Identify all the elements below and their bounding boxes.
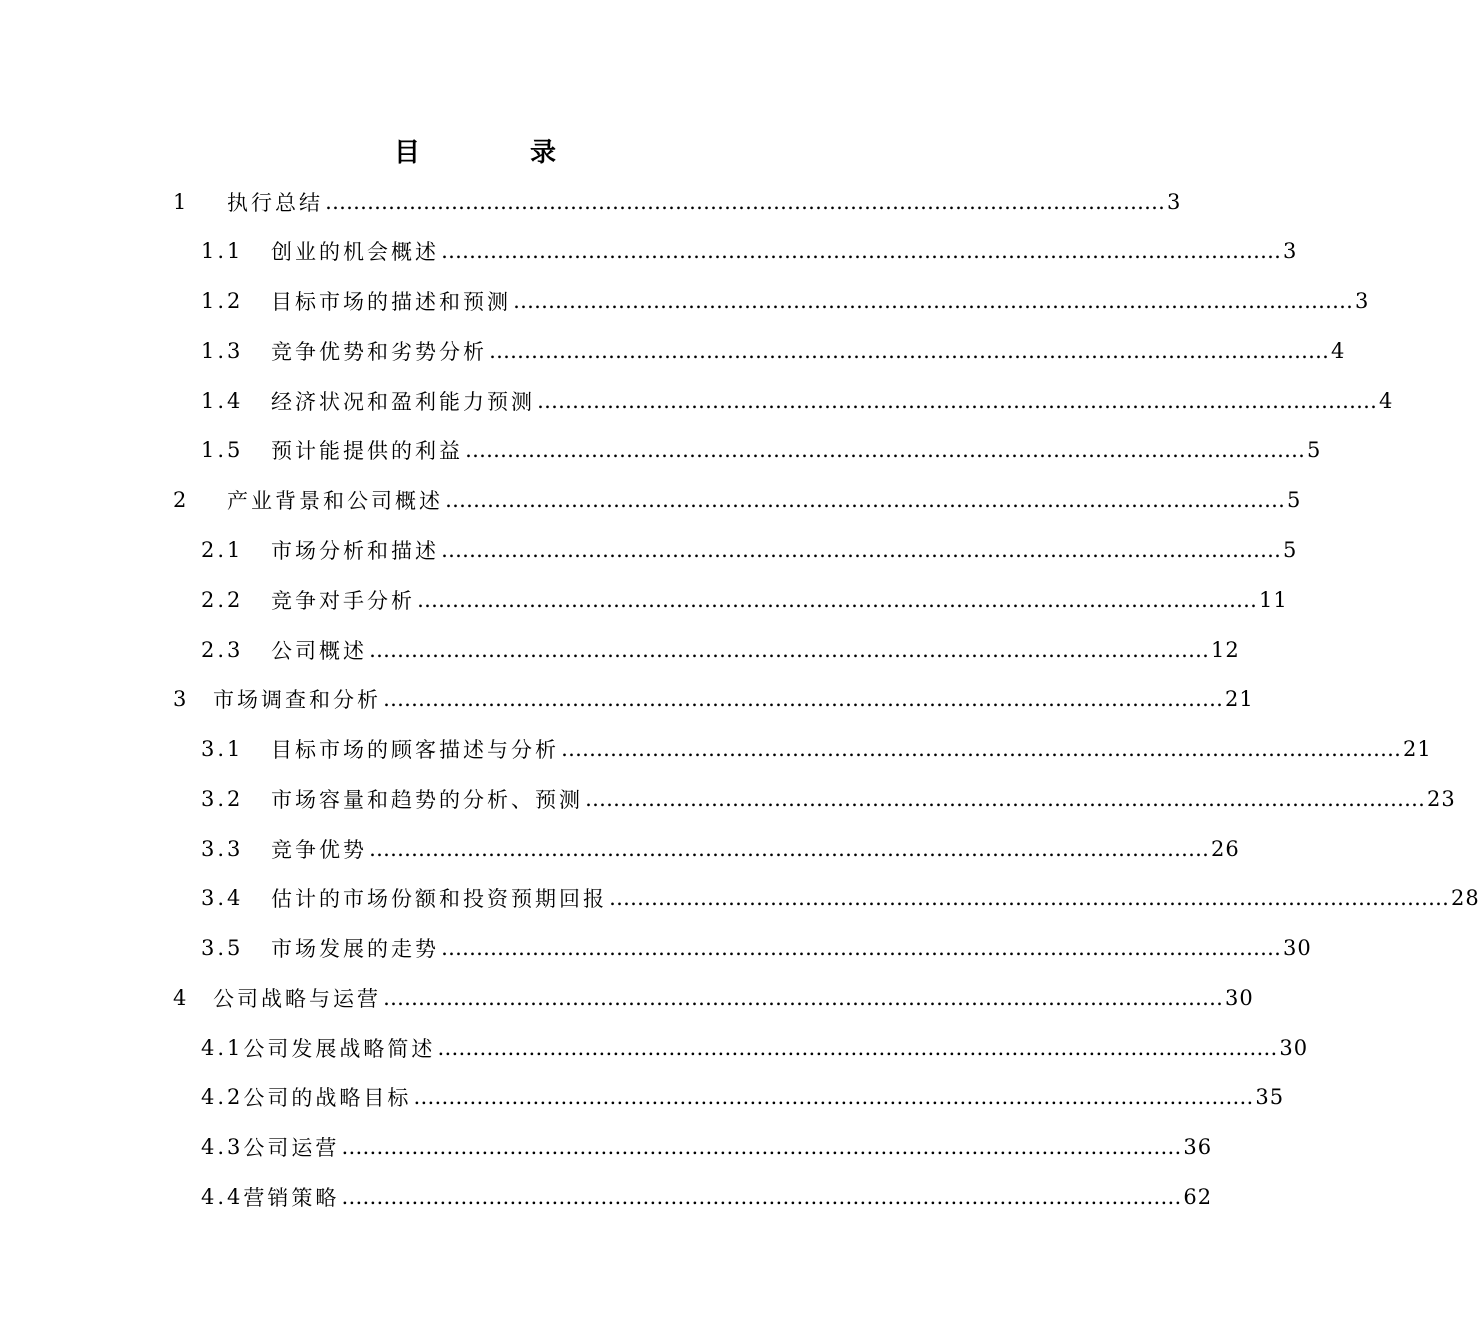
toc-entry-label: 竞争优势 [271, 838, 367, 862]
toc-entry[interactable] [201, 1032, 1309, 1064]
toc-entry[interactable] [201, 434, 1322, 466]
toc-entry-number: 1.4 [201, 389, 244, 413]
toc-entry-number: 3.4 [201, 886, 244, 910]
toc-entry[interactable] [201, 783, 1456, 815]
toc-entry-label: 公司战略与运营 [213, 987, 381, 1011]
toc-entry-page: 12 [1211, 638, 1240, 662]
toc-entry-label: 市场容量和趋势的分析、预测 [271, 788, 583, 812]
toc-entry-number: 2.2 [201, 588, 244, 612]
toc-entry-number: 4.1 [201, 1036, 244, 1060]
toc-entry[interactable] [173, 683, 1254, 715]
toc-entry-page: 4 [1379, 389, 1394, 413]
toc-entry-page: 26 [1211, 837, 1240, 861]
toc-entry[interactable] [201, 882, 1480, 914]
toc-entry-label: 经济状况和盈利能力预测 [271, 390, 535, 414]
toc-leader: ………………………………………………………………………………………………………… [417, 588, 1257, 612]
toc-entry-label: 目标市场的描述和预测 [271, 290, 511, 314]
toc-leader: ………………………………………………………………………………………………………… [441, 936, 1281, 960]
toc-entry-number: 1 [173, 190, 190, 214]
toc-entry-number: 2.1 [201, 538, 244, 562]
toc-leader: ………………………………………………………………………………………………………… [445, 488, 1285, 512]
toc-entry-number: 1.5 [201, 438, 244, 462]
toc-entry[interactable] [173, 982, 1254, 1014]
toc-entry-label: 估计的市场份额和投资预期回报 [271, 887, 607, 911]
toc-leader: ………………………………………………………………………………………………………… [437, 1036, 1278, 1060]
toc-entry[interactable] [201, 1081, 1285, 1113]
toc-leader: ………………………………………………………………………………………………………… [383, 687, 1223, 711]
toc-entry[interactable] [201, 932, 1312, 964]
toc-leader: ………………………………………………………………………………………………………… [441, 239, 1281, 263]
toc-entry-label: 创业的机会概述 [271, 240, 439, 264]
toc-entry-page: 3 [1355, 289, 1370, 313]
toc-entry-label: 公司概述 [271, 639, 367, 663]
toc-entry[interactable] [201, 534, 1298, 566]
toc-entry-page: 30 [1283, 936, 1312, 960]
toc-leader: ………………………………………………………………………………………………………… [325, 190, 1165, 214]
toc-entry[interactable] [201, 833, 1240, 865]
toc-leader: ………………………………………………………………………………………………………… [413, 1085, 1254, 1109]
toc-entry-number: 4.2 [201, 1085, 244, 1109]
toc-entry-number: 3 [173, 687, 190, 711]
toc-entry-label: 竞争优势和劣势分析 [271, 340, 487, 364]
toc-leader: ………………………………………………………………………………………………………… [537, 389, 1377, 413]
toc-entry-number: 2 [173, 488, 190, 512]
toc-entry-page: 21 [1403, 737, 1432, 761]
toc-entry-label: 市场发展的走势 [271, 937, 439, 961]
toc-entry-label: 产业背景和公司概述 [227, 489, 443, 513]
toc-entry-number: 3.2 [201, 787, 244, 811]
toc-entry-page: 23 [1427, 787, 1456, 811]
toc-entry-number: 4.4 [201, 1185, 244, 1209]
toc-leader: ………………………………………………………………………………………………………… [383, 986, 1223, 1010]
toc-leader: ………………………………………………………………………………………………………… [585, 787, 1425, 811]
toc-title-left: 目 [393, 138, 420, 168]
toc-entry-page: 4 [1331, 339, 1346, 363]
toc-entry-label: 公司的战略目标 [243, 1086, 412, 1110]
toc-entry-label: 市场分析和描述 [271, 539, 439, 563]
toc-entry-label: 公司运营 [243, 1136, 340, 1160]
toc-entry-page: 5 [1307, 438, 1322, 462]
toc-entry-label: 市场调查和分析 [213, 688, 381, 712]
toc-entry-page: 5 [1287, 488, 1302, 512]
toc-entry-page: 11 [1259, 588, 1288, 612]
toc-entry-number: 1.2 [201, 289, 244, 313]
toc-entry-page: 62 [1183, 1185, 1213, 1209]
toc-entry-label: 预计能提供的利益 [271, 439, 463, 463]
toc-leader: ………………………………………………………………………………………………………… [465, 438, 1305, 462]
toc-entry[interactable] [173, 484, 1302, 516]
toc-entry-number: 1.3 [201, 339, 244, 363]
toc-entry[interactable] [201, 634, 1240, 666]
toc-leader: ………………………………………………………………………………………………………… [609, 886, 1449, 910]
toc-leader: ………………………………………………………………………………………………………… [369, 837, 1209, 861]
toc-entry-page: 35 [1255, 1085, 1285, 1109]
toc-entry-page: 5 [1283, 538, 1298, 562]
toc-entry-label: 执行总结 [227, 191, 323, 215]
toc-leader: ………………………………………………………………………………………………………… [513, 289, 1353, 313]
toc-entry-page: 36 [1183, 1135, 1213, 1159]
toc-entry[interactable] [201, 385, 1394, 417]
toc-leader: ………………………………………………………………………………………………………… [489, 339, 1329, 363]
toc-entry-page: 21 [1225, 687, 1254, 711]
toc-entry[interactable] [201, 584, 1288, 616]
toc-entry-number: 2.3 [201, 638, 244, 662]
toc-leader: ………………………………………………………………………………………………………… [341, 1135, 1182, 1159]
toc-entry-page: 30 [1225, 986, 1254, 1010]
toc-entry-page: 30 [1279, 1036, 1309, 1060]
toc-entry[interactable] [201, 1131, 1213, 1163]
toc-leader: ………………………………………………………………………………………………………… [341, 1185, 1182, 1209]
toc-entry-number: 1.1 [201, 239, 244, 263]
toc-title-right: 录 [530, 138, 557, 168]
toc-entry-label: 营销策略 [243, 1186, 340, 1210]
toc-entry[interactable] [201, 733, 1432, 765]
toc-entry[interactable] [201, 235, 1298, 267]
toc-entry-page: 3 [1283, 239, 1298, 263]
toc-leader: ………………………………………………………………………………………………………… [369, 638, 1209, 662]
toc-entry-page: 28 [1451, 886, 1480, 910]
toc-entry-label: 目标市场的顾客描述与分析 [271, 738, 559, 762]
toc-leader: ………………………………………………………………………………………………………… [561, 737, 1401, 761]
toc-entry-label: 竞争对手分析 [271, 589, 415, 613]
toc-entry[interactable] [173, 186, 1182, 218]
toc-entry[interactable] [201, 1181, 1213, 1213]
toc-title [0, 132, 950, 169]
toc-entry-number: 4 [173, 986, 190, 1010]
toc-entry-number: 3.5 [201, 936, 244, 960]
toc-entry[interactable] [201, 285, 1370, 317]
toc-entry-number: 4.3 [201, 1135, 244, 1159]
toc-entry-label: 公司发展战略简述 [243, 1037, 436, 1061]
toc-entry-number: 3.1 [201, 737, 244, 761]
toc-entry-number: 3.3 [201, 837, 244, 861]
toc-entry[interactable] [201, 335, 1346, 367]
toc-leader: ………………………………………………………………………………………………………… [441, 538, 1281, 562]
toc-entry-page: 3 [1167, 190, 1182, 214]
